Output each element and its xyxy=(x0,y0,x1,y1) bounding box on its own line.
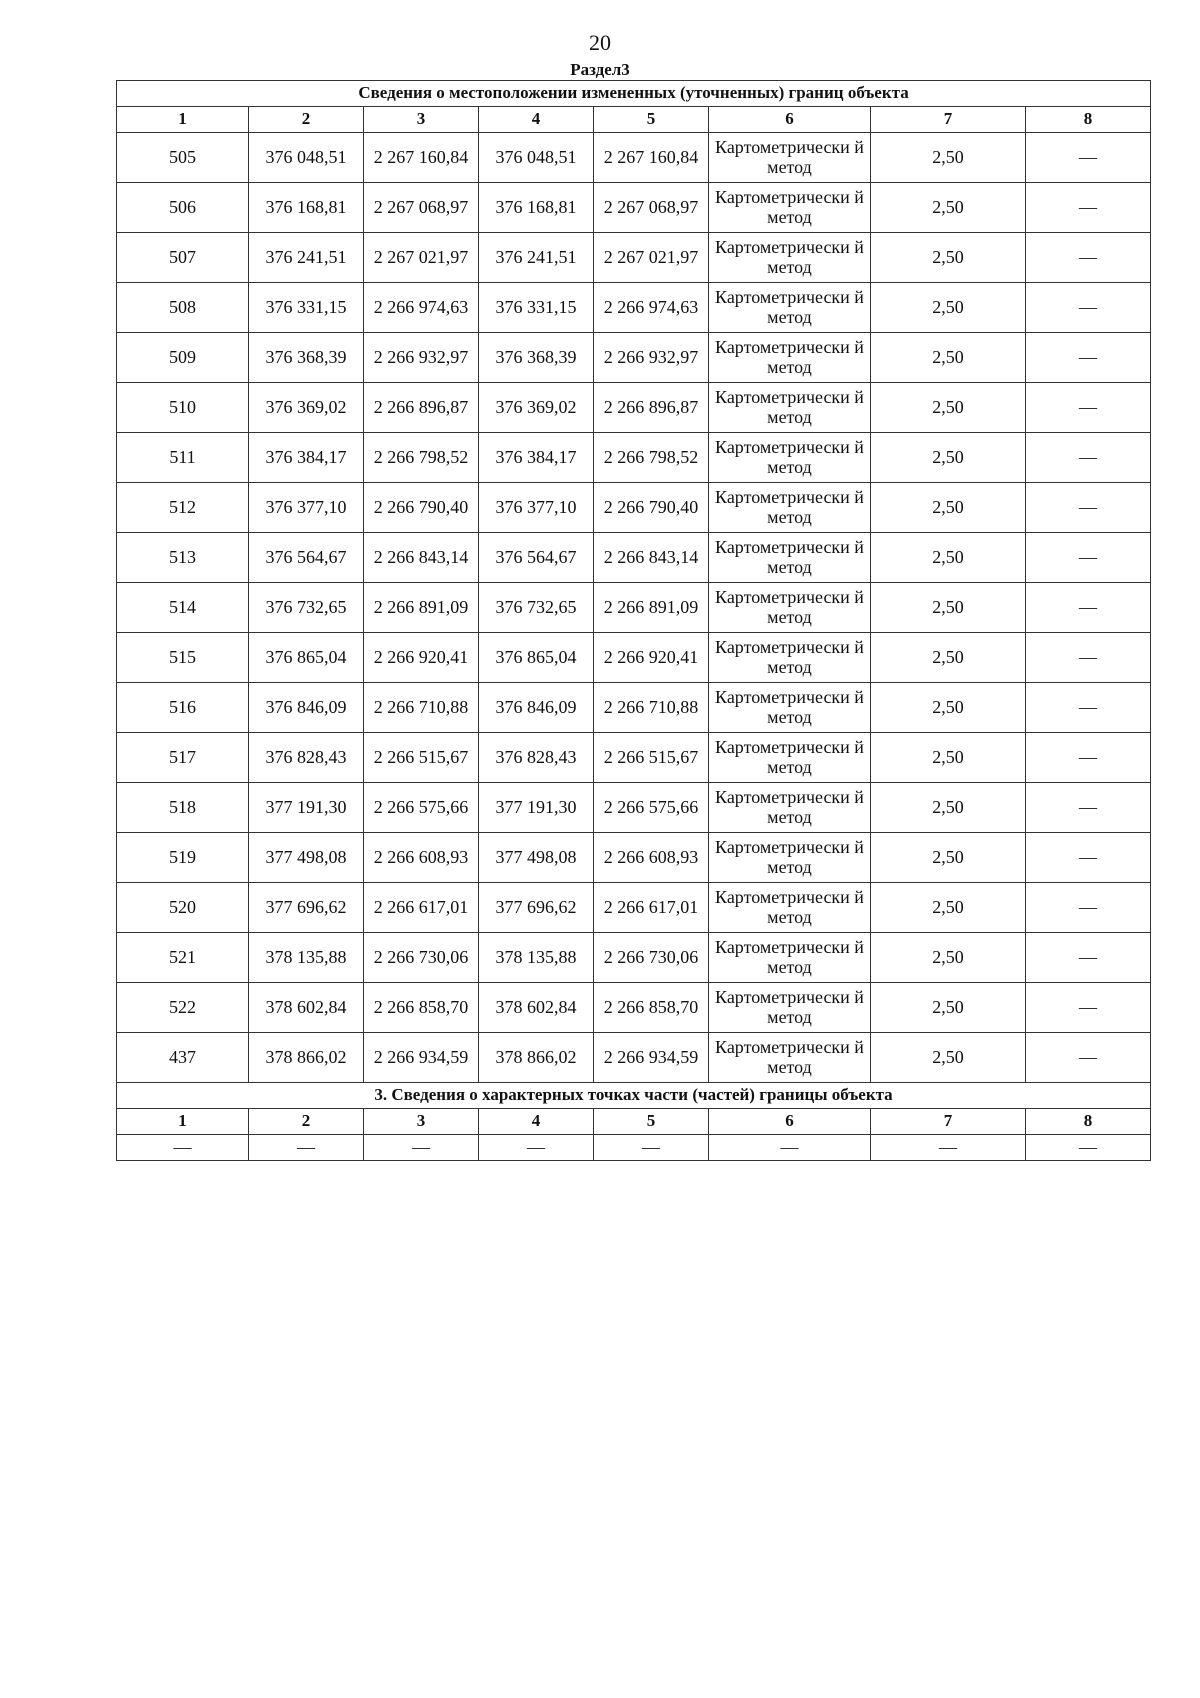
table-cell: Картометрически й метод xyxy=(709,983,871,1033)
table-cell: 505 xyxy=(117,133,249,183)
table-cell: 512 xyxy=(117,483,249,533)
table-row xyxy=(117,983,1151,1033)
table-cell: 376 331,15 xyxy=(249,283,364,333)
table-row xyxy=(117,483,1151,533)
table-row xyxy=(117,733,1151,783)
column-number-cell: 6 xyxy=(709,1109,871,1135)
table-cell: 2 266 575,66 xyxy=(364,783,479,833)
table-cell: 513 xyxy=(117,533,249,583)
table-cell: 2,50 xyxy=(871,183,1026,233)
table-cell: — xyxy=(479,1135,594,1161)
table-cell: 2 266 858,70 xyxy=(594,983,709,1033)
table-cell: 2 266 515,67 xyxy=(594,733,709,783)
column-number-cell: 2 xyxy=(249,107,364,133)
table-cell: Картометрически й метод xyxy=(709,433,871,483)
table-cell: Картометрически й метод xyxy=(709,183,871,233)
table-cell: Картометрически й метод xyxy=(709,1033,871,1083)
table-cell: 376 331,15 xyxy=(479,283,594,333)
table-cell: — xyxy=(1026,183,1151,233)
table-cell: 2,50 xyxy=(871,733,1026,783)
column-number-cell: 7 xyxy=(871,1109,1026,1135)
table-cell: — xyxy=(1026,233,1151,283)
table-row xyxy=(117,783,1151,833)
table-cell: 376 377,10 xyxy=(479,483,594,533)
table-cell: 2 266 515,67 xyxy=(364,733,479,783)
table-cell: 2 266 843,14 xyxy=(364,533,479,583)
table-cell: 2,50 xyxy=(871,783,1026,833)
table-row xyxy=(117,833,1151,883)
table-cell: 2 266 798,52 xyxy=(594,433,709,483)
table-body xyxy=(117,81,1151,1161)
table-cell: — xyxy=(1026,783,1151,833)
column-number-cell: 1 xyxy=(117,107,249,133)
table-row xyxy=(117,133,1151,183)
column-number-cell: 8 xyxy=(1026,107,1151,133)
table-cell: — xyxy=(1026,833,1151,883)
table-cell: 377 498,08 xyxy=(479,833,594,883)
table-cell: 377 696,62 xyxy=(479,883,594,933)
column-number-cell: 3 xyxy=(364,107,479,133)
column-number-cell: 8 xyxy=(1026,1109,1151,1135)
table-cell: 514 xyxy=(117,583,249,633)
table-cell: 2 266 790,40 xyxy=(364,483,479,533)
subsection-title-row xyxy=(117,1083,1151,1109)
table-cell: — xyxy=(1026,983,1151,1033)
table-cell: 2,50 xyxy=(871,533,1026,583)
table-cell: 376 564,67 xyxy=(479,533,594,583)
table-cell: 376 732,65 xyxy=(479,583,594,633)
column-number-cell: 4 xyxy=(479,107,594,133)
table-row xyxy=(117,883,1151,933)
table-cell: 2 266 608,93 xyxy=(364,833,479,883)
subsection-row xyxy=(117,1135,1151,1161)
table-cell: 377 191,30 xyxy=(479,783,594,833)
table-title: Сведения о местоположении измененных (уточненных) границ объекта xyxy=(117,81,1151,107)
table-cell: 2,50 xyxy=(871,683,1026,733)
table-cell: Картометрически й метод xyxy=(709,783,871,833)
table-cell: 2,50 xyxy=(871,583,1026,633)
table-cell: 378 602,84 xyxy=(479,983,594,1033)
table-cell: 515 xyxy=(117,633,249,683)
table-cell: 2 266 617,01 xyxy=(364,883,479,933)
table-row xyxy=(117,933,1151,983)
table-cell: — xyxy=(1026,1033,1151,1083)
table-cell: 378 135,88 xyxy=(249,933,364,983)
table-cell: 376 865,04 xyxy=(249,633,364,683)
table-cell: 511 xyxy=(117,433,249,483)
table-cell: 376 846,09 xyxy=(479,683,594,733)
table-cell: 376 828,43 xyxy=(479,733,594,783)
subsection-column-number-row xyxy=(117,1109,1151,1135)
table-cell: 2,50 xyxy=(871,383,1026,433)
table-cell: 376 732,65 xyxy=(249,583,364,633)
table-cell: 376 377,10 xyxy=(249,483,364,533)
table-cell: Картометрически й метод xyxy=(709,533,871,583)
table-cell: 519 xyxy=(117,833,249,883)
table-cell: 2,50 xyxy=(871,233,1026,283)
table-cell: — xyxy=(1026,683,1151,733)
table-cell: — xyxy=(1026,283,1151,333)
table-cell: — xyxy=(1026,333,1151,383)
table-cell: 2 267 021,97 xyxy=(364,233,479,283)
table-cell: Картометрически й метод xyxy=(709,483,871,533)
table-cell: Картометрически й метод xyxy=(709,733,871,783)
table-cell: — xyxy=(117,1135,249,1161)
table-cell: 2 266 934,59 xyxy=(364,1033,479,1083)
section-label: Раздел3 xyxy=(570,60,630,79)
table-cell: 376 241,51 xyxy=(249,233,364,283)
table-cell: 2 266 858,70 xyxy=(364,983,479,1033)
table-cell: 2 266 896,87 xyxy=(364,383,479,433)
boundary-points-table xyxy=(116,80,1151,1161)
table-row xyxy=(117,333,1151,383)
table-row xyxy=(117,233,1151,283)
table-cell: 376 865,04 xyxy=(479,633,594,683)
table-cell: 2,50 xyxy=(871,833,1026,883)
table-cell: 437 xyxy=(117,1033,249,1083)
column-number-row xyxy=(117,107,1151,133)
table-cell: Картометрически й метод xyxy=(709,583,871,633)
table-cell: 2 266 730,06 xyxy=(594,933,709,983)
table-cell: Картометрически й метод xyxy=(709,133,871,183)
table-cell: 376 168,81 xyxy=(249,183,364,233)
table-cell: 378 866,02 xyxy=(249,1033,364,1083)
table-cell: 2 266 974,63 xyxy=(364,283,479,333)
column-number-cell: 7 xyxy=(871,107,1026,133)
table-cell: Картометрически й метод xyxy=(709,383,871,433)
table-cell: — xyxy=(249,1135,364,1161)
table-cell: 2 266 617,01 xyxy=(594,883,709,933)
table-cell: 2 267 068,97 xyxy=(364,183,479,233)
table-cell: Картометрически й метод xyxy=(709,933,871,983)
table-cell: 2,50 xyxy=(871,283,1026,333)
table-cell: Картометрически й метод xyxy=(709,633,871,683)
table-cell: 377 191,30 xyxy=(249,783,364,833)
table-cell: 376 564,67 xyxy=(249,533,364,583)
table-cell: 507 xyxy=(117,233,249,283)
table-cell: 376 828,43 xyxy=(249,733,364,783)
table-cell: 2 266 932,97 xyxy=(364,333,479,383)
table-cell: 376 368,39 xyxy=(249,333,364,383)
table-cell: — xyxy=(1026,733,1151,783)
table-cell: 2 266 710,88 xyxy=(594,683,709,733)
table-title-row xyxy=(117,81,1151,107)
table-cell: 2 266 974,63 xyxy=(594,283,709,333)
table-cell: 522 xyxy=(117,983,249,1033)
table-cell: — xyxy=(871,1135,1026,1161)
table-cell: Картометрически й метод xyxy=(709,833,871,883)
table-row xyxy=(117,433,1151,483)
table-row xyxy=(117,183,1151,233)
table-row xyxy=(117,633,1151,683)
table-cell: 2 266 790,40 xyxy=(594,483,709,533)
table-cell: 2,50 xyxy=(871,933,1026,983)
table-cell: 2 266 891,09 xyxy=(594,583,709,633)
column-number-cell: 5 xyxy=(594,1109,709,1135)
table-cell: 2,50 xyxy=(871,333,1026,383)
table-cell: Картометрически й метод xyxy=(709,233,871,283)
table-cell: 378 602,84 xyxy=(249,983,364,1033)
table-cell: 376 048,51 xyxy=(249,133,364,183)
table-cell: 2,50 xyxy=(871,983,1026,1033)
table-cell: 2 266 920,41 xyxy=(364,633,479,683)
table-cell: 376 384,17 xyxy=(249,433,364,483)
table-cell: 517 xyxy=(117,733,249,783)
table-cell: — xyxy=(1026,583,1151,633)
table-row xyxy=(117,383,1151,433)
table-cell: — xyxy=(1026,1135,1151,1161)
table-cell: 378 135,88 xyxy=(479,933,594,983)
table-cell: Картометрически й метод xyxy=(709,883,871,933)
table-cell: 2 266 575,66 xyxy=(594,783,709,833)
table-cell: 2,50 xyxy=(871,133,1026,183)
column-number-cell: 2 xyxy=(249,1109,364,1135)
table-cell: 2 266 608,93 xyxy=(594,833,709,883)
table-cell: 2 266 896,87 xyxy=(594,383,709,433)
table-cell: 2 266 920,41 xyxy=(594,633,709,683)
column-number-cell: 5 xyxy=(594,107,709,133)
table-cell: 2 266 710,88 xyxy=(364,683,479,733)
table-cell: Картометрически й метод xyxy=(709,683,871,733)
table-cell: 2 267 068,97 xyxy=(594,183,709,233)
table-row xyxy=(117,1033,1151,1083)
table-cell: 2 266 934,59 xyxy=(594,1033,709,1083)
table-cell: 518 xyxy=(117,783,249,833)
table-cell: 509 xyxy=(117,333,249,383)
table-cell: 2,50 xyxy=(871,883,1026,933)
table-cell: 2 267 021,97 xyxy=(594,233,709,283)
column-number-cell: 1 xyxy=(117,1109,249,1135)
column-number-cell: 4 xyxy=(479,1109,594,1135)
table-cell: — xyxy=(1026,483,1151,533)
table-cell: 376 384,17 xyxy=(479,433,594,483)
table-cell: 376 369,02 xyxy=(249,383,364,433)
table-row xyxy=(117,533,1151,583)
table-cell: 376 241,51 xyxy=(479,233,594,283)
table-cell: 378 866,02 xyxy=(479,1033,594,1083)
table-cell: — xyxy=(594,1135,709,1161)
table-cell: 521 xyxy=(117,933,249,983)
table-cell: 2,50 xyxy=(871,1033,1026,1083)
table-cell: 516 xyxy=(117,683,249,733)
table-cell: 2 266 843,14 xyxy=(594,533,709,583)
table-row xyxy=(117,583,1151,633)
table-cell: 2 267 160,84 xyxy=(594,133,709,183)
table-cell: — xyxy=(1026,883,1151,933)
table-cell: 2 266 891,09 xyxy=(364,583,479,633)
table-cell: — xyxy=(1026,633,1151,683)
table-cell: — xyxy=(1026,433,1151,483)
table-cell: 2,50 xyxy=(871,633,1026,683)
table-cell: — xyxy=(1026,933,1151,983)
table-row xyxy=(117,283,1151,333)
table-cell: 2,50 xyxy=(871,483,1026,533)
table-row xyxy=(117,683,1151,733)
table-cell: 2 266 932,97 xyxy=(594,333,709,383)
table-cell: 2 266 798,52 xyxy=(364,433,479,483)
table-cell: — xyxy=(364,1135,479,1161)
table-cell: Картометрически й метод xyxy=(709,283,871,333)
table-cell: — xyxy=(709,1135,871,1161)
table-cell: 376 368,39 xyxy=(479,333,594,383)
table-cell: 506 xyxy=(117,183,249,233)
table-cell: 2 266 730,06 xyxy=(364,933,479,983)
table-cell: 376 048,51 xyxy=(479,133,594,183)
table-cell: 377 696,62 xyxy=(249,883,364,933)
page-number: 20 xyxy=(589,30,611,55)
subsection-title: 3. Сведения о характерных точках части (частей) границы объекта xyxy=(117,1083,1151,1109)
column-number-cell: 6 xyxy=(709,107,871,133)
table-cell: 376 846,09 xyxy=(249,683,364,733)
table-cell: 510 xyxy=(117,383,249,433)
table-cell: 2,50 xyxy=(871,433,1026,483)
table-cell: — xyxy=(1026,533,1151,583)
table-cell: 377 498,08 xyxy=(249,833,364,883)
table-cell: 520 xyxy=(117,883,249,933)
table-cell: 376 168,81 xyxy=(479,183,594,233)
table-cell: Картометрически й метод xyxy=(709,333,871,383)
table-cell: — xyxy=(1026,383,1151,433)
table-cell: — xyxy=(1026,133,1151,183)
table-cell: 508 xyxy=(117,283,249,333)
column-number-cell: 3 xyxy=(364,1109,479,1135)
table-cell: 376 369,02 xyxy=(479,383,594,433)
table-cell: 2 267 160,84 xyxy=(364,133,479,183)
